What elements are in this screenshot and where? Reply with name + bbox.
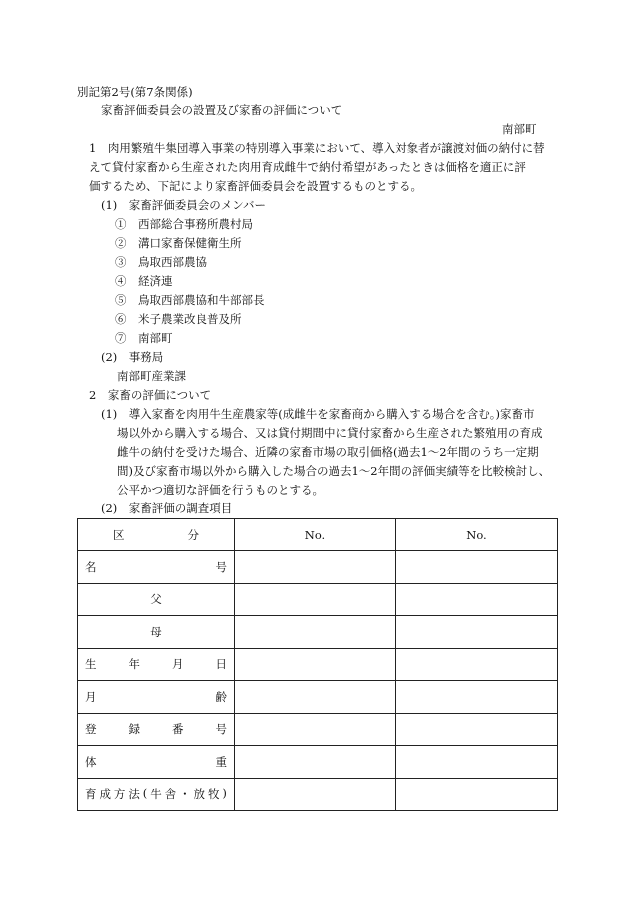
- organization-name: 南部町: [502, 122, 537, 136]
- value-cell[interactable]: [396, 648, 558, 681]
- value-cell[interactable]: [235, 648, 396, 681]
- section1-line: 価するため、下記により家畜評価委員会を設置するものとする。: [89, 179, 423, 193]
- row-label-char: 番: [172, 722, 184, 737]
- survey-items-heading: (2) 家畜評価の調査項目: [101, 501, 233, 515]
- row-label-char: 牧: [207, 787, 220, 802]
- evaluation-items-table: [77, 518, 558, 811]
- value-cell[interactable]: [396, 778, 558, 811]
- member-item: ② 溝口家畜保健衛生所: [115, 236, 242, 250]
- section1-line: えて貸付家畜から生産された肉用育成雌牛で納付希望があったときは価格を適正に評: [89, 160, 526, 174]
- table-row: [78, 648, 558, 681]
- table-row: [78, 616, 558, 649]
- table-row: [78, 551, 558, 584]
- row-label-char: 重: [215, 754, 227, 769]
- row-label-char: 母: [150, 624, 162, 639]
- value-cell[interactable]: [396, 713, 558, 746]
- row-label-char: 方: [113, 787, 126, 802]
- row-label-char: 父: [150, 592, 162, 607]
- header-no-cell: No.: [396, 519, 558, 551]
- table-row: [78, 681, 558, 714]
- row-label-char: 法: [128, 787, 140, 802]
- row-label-cell: [78, 616, 235, 649]
- member-item: ④ 経済連: [115, 274, 173, 288]
- committee-members-heading: (1) 家畜評価委員会のメンバー: [101, 198, 266, 212]
- row-label-cell: [78, 681, 235, 714]
- row-label-char: ): [222, 786, 227, 801]
- row-label-char: 育: [85, 787, 97, 802]
- evaluation-line: 間)及び家畜市場以外から購入した場合の過去1～2年間の評価実績等を比較検討し、: [117, 464, 551, 478]
- member-item: ⑤ 鳥取西部農協和牛部部長: [115, 293, 265, 307]
- evaluation-line: 公平かつ適切な評価を行うものとする。: [117, 483, 324, 497]
- table-row: [78, 778, 558, 811]
- row-label-char: 月: [85, 689, 97, 704]
- secretariat-body: 南部町産業課: [117, 369, 186, 383]
- row-label-char: 登: [85, 722, 97, 737]
- appendix-label: 別記第2号(第7条関係): [77, 85, 193, 99]
- value-cell[interactable]: [396, 551, 558, 584]
- section1-line: 1 肉用繁殖牛集団導入事業の特別導入事業において、導入対象者が譲渡対価の納付に替: [89, 141, 545, 155]
- value-cell[interactable]: [235, 778, 396, 811]
- row-label-cell: [78, 713, 235, 746]
- row-label-char: 号: [215, 722, 227, 737]
- table-row: [78, 583, 558, 616]
- header-no-cell: No.: [235, 519, 396, 551]
- header-label-char: 区: [113, 527, 125, 542]
- secretariat-heading: (2) 事務局: [101, 350, 164, 364]
- value-cell[interactable]: [235, 551, 396, 584]
- row-label-cell: [78, 746, 235, 779]
- row-label-char: ・: [179, 787, 191, 802]
- value-cell[interactable]: [235, 616, 396, 649]
- row-label-cell: [78, 778, 235, 811]
- row-label-char: 齢: [215, 689, 227, 704]
- evaluation-line: 場以外から購入する場合、又は貸付期間中に貸付家畜から生産された繁殖用の育成: [117, 426, 543, 440]
- row-label-char: 録: [128, 722, 140, 737]
- value-cell[interactable]: [235, 681, 396, 714]
- row-label-cell: [78, 551, 235, 584]
- row-label-char: 成: [99, 787, 111, 802]
- table-row: [78, 746, 558, 779]
- row-label-char: 年: [128, 657, 140, 672]
- value-cell[interactable]: [396, 746, 558, 779]
- row-label-cell: [78, 583, 235, 616]
- evaluation-line: 雌牛の納付を受けた場合、近隣の家畜市場の取引価格(過去1～2年間のうち一定期: [117, 445, 539, 459]
- row-label-char: 放: [193, 787, 205, 802]
- value-cell[interactable]: [235, 583, 396, 616]
- value-cell[interactable]: [396, 616, 558, 649]
- row-label-char: 生: [85, 657, 97, 672]
- row-label-char: 体: [85, 754, 97, 769]
- row-label-char: 舎: [164, 787, 177, 802]
- value-cell[interactable]: [396, 681, 558, 714]
- member-item: ⑥ 米子農業改良普及所: [115, 312, 242, 326]
- member-item: ③ 鳥取西部農協: [115, 255, 207, 269]
- table-row: [78, 713, 558, 746]
- table-header-row: [78, 519, 558, 551]
- evaluation-line: (1) 導入家畜を肉用牛生産農家等(成雌牛を家畜商から購入する場合を含む。)家畜市: [101, 407, 535, 421]
- header-label-char: 分: [187, 527, 199, 542]
- row-label-char: 号: [215, 559, 227, 574]
- row-label-char: 日: [215, 657, 227, 672]
- header-category-cell: [78, 519, 235, 551]
- value-cell[interactable]: [396, 583, 558, 616]
- row-label-char: (: [142, 786, 148, 801]
- member-item: ① 西部総合事務所農村局: [115, 217, 253, 231]
- row-label-char: 月: [172, 657, 184, 672]
- document-title: 家畜評価委員会の設置及び家畜の評価について: [101, 103, 343, 117]
- value-cell[interactable]: [235, 713, 396, 746]
- row-label-cell: [78, 648, 235, 681]
- row-label-char: 名: [85, 559, 97, 574]
- member-item: ⑦ 南部町: [115, 331, 173, 345]
- section2-heading: 2 家畜の評価について: [89, 388, 212, 402]
- row-label-char: 牛: [150, 787, 162, 802]
- value-cell[interactable]: [235, 746, 396, 779]
